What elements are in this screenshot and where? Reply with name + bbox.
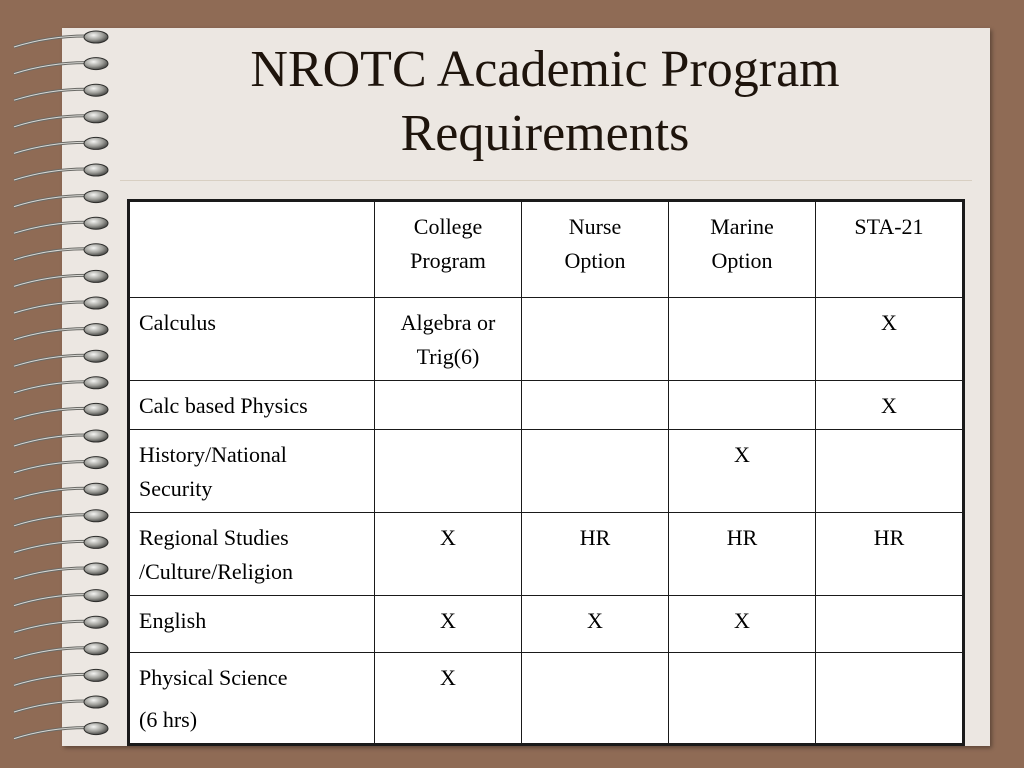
row-label-line: Regional Studies [139, 525, 289, 550]
cell-marine [669, 653, 816, 745]
spiral-coil [14, 31, 108, 47]
row-label-line: Security [139, 476, 213, 501]
title-divider [120, 180, 972, 181]
spiral-coil [14, 350, 108, 366]
spiral-coil [14, 111, 108, 127]
spiral-coil [14, 696, 108, 712]
cell-college [375, 430, 522, 513]
cell-nurse [522, 298, 669, 381]
spiral-coil [14, 324, 108, 340]
header-college-program [375, 201, 522, 298]
header-sta21: STA-21 [816, 201, 964, 298]
spiral-coil [14, 723, 108, 739]
spiral-coil [14, 536, 108, 552]
cell-marine [669, 381, 816, 430]
header-nurse-line2: Option [564, 248, 626, 273]
header-college-line1: College [413, 214, 483, 239]
table-row [129, 513, 964, 596]
cell-marine: X [669, 430, 816, 513]
title-line-1: NROTC Academic Program [250, 41, 840, 98]
cell-nurse [522, 653, 669, 745]
header-nurse-line1: Nurse [568, 214, 622, 239]
spiral-coil [14, 58, 108, 74]
cell-college-line: Algebra or [400, 310, 496, 335]
spiral-coil [14, 377, 108, 393]
cell-nurse [522, 381, 669, 430]
spiral-coil [14, 563, 108, 579]
cell-sta21 [816, 430, 964, 513]
cell-college-line: Trig(6) [416, 344, 480, 369]
table-row [129, 653, 964, 745]
table-row [129, 596, 964, 653]
cell-marine [669, 298, 816, 381]
requirements-table [127, 199, 965, 746]
row-label-line: (6 hrs) [139, 707, 198, 732]
table-row [129, 381, 964, 430]
cell-sta21 [816, 653, 964, 745]
spiral-coil [14, 669, 108, 685]
spiral-coil [14, 510, 108, 526]
cell-college: X [375, 653, 522, 745]
cell-sta21 [816, 596, 964, 653]
row-label [129, 653, 375, 745]
cell-college: X [375, 596, 522, 653]
spiral-coil [14, 244, 108, 260]
row-label [129, 513, 375, 596]
cell-college [375, 381, 522, 430]
spiral-binding-icon [0, 10, 120, 760]
cell-sta21: X [816, 381, 964, 430]
header-marine-line1: Marine [710, 214, 774, 239]
cell-nurse: X [522, 596, 669, 653]
title-line-2: Requirements [400, 105, 690, 162]
row-label-line: Calc based Physics [139, 393, 308, 418]
spiral-coil [14, 191, 108, 207]
spiral-coil [14, 137, 108, 153]
row-label [129, 381, 375, 430]
spiral-coil [14, 84, 108, 100]
row-label [129, 596, 375, 653]
spiral-coil [14, 590, 108, 606]
row-label-line: English [139, 608, 207, 633]
row-label-line: History/National [139, 442, 287, 467]
table-header-row [129, 201, 964, 298]
table-row [129, 430, 964, 513]
spiral-coil [14, 643, 108, 659]
row-label-line: Physical Science [139, 665, 288, 690]
header-nurse-option [522, 201, 669, 298]
spiral-coil [14, 297, 108, 313]
cell-college: X [375, 513, 522, 596]
header-empty-cell [129, 201, 375, 298]
header-college-line2: Program [410, 248, 486, 273]
cell-sta21: X [816, 298, 964, 381]
row-label-line: Calculus [139, 310, 216, 335]
spiral-coil [14, 430, 108, 446]
slide-title [120, 38, 970, 166]
row-label-line: /Culture/Religion [139, 559, 293, 584]
row-label [129, 298, 375, 381]
table-row [129, 298, 964, 381]
spiral-coil [14, 457, 108, 473]
cell-marine: HR [669, 513, 816, 596]
spiral-coil [14, 217, 108, 233]
cell-sta21: HR [816, 513, 964, 596]
cell-marine: X [669, 596, 816, 653]
cell-nurse: HR [522, 513, 669, 596]
spiral-coil [14, 403, 108, 419]
spiral-coil [14, 164, 108, 180]
header-marine-option [669, 201, 816, 298]
spiral-coil [14, 270, 108, 286]
header-marine-line2: Option [711, 248, 773, 273]
cell-college [375, 298, 522, 381]
spiral-coil [14, 483, 108, 499]
spiral-coil [14, 616, 108, 632]
row-label [129, 430, 375, 513]
cell-nurse [522, 430, 669, 513]
